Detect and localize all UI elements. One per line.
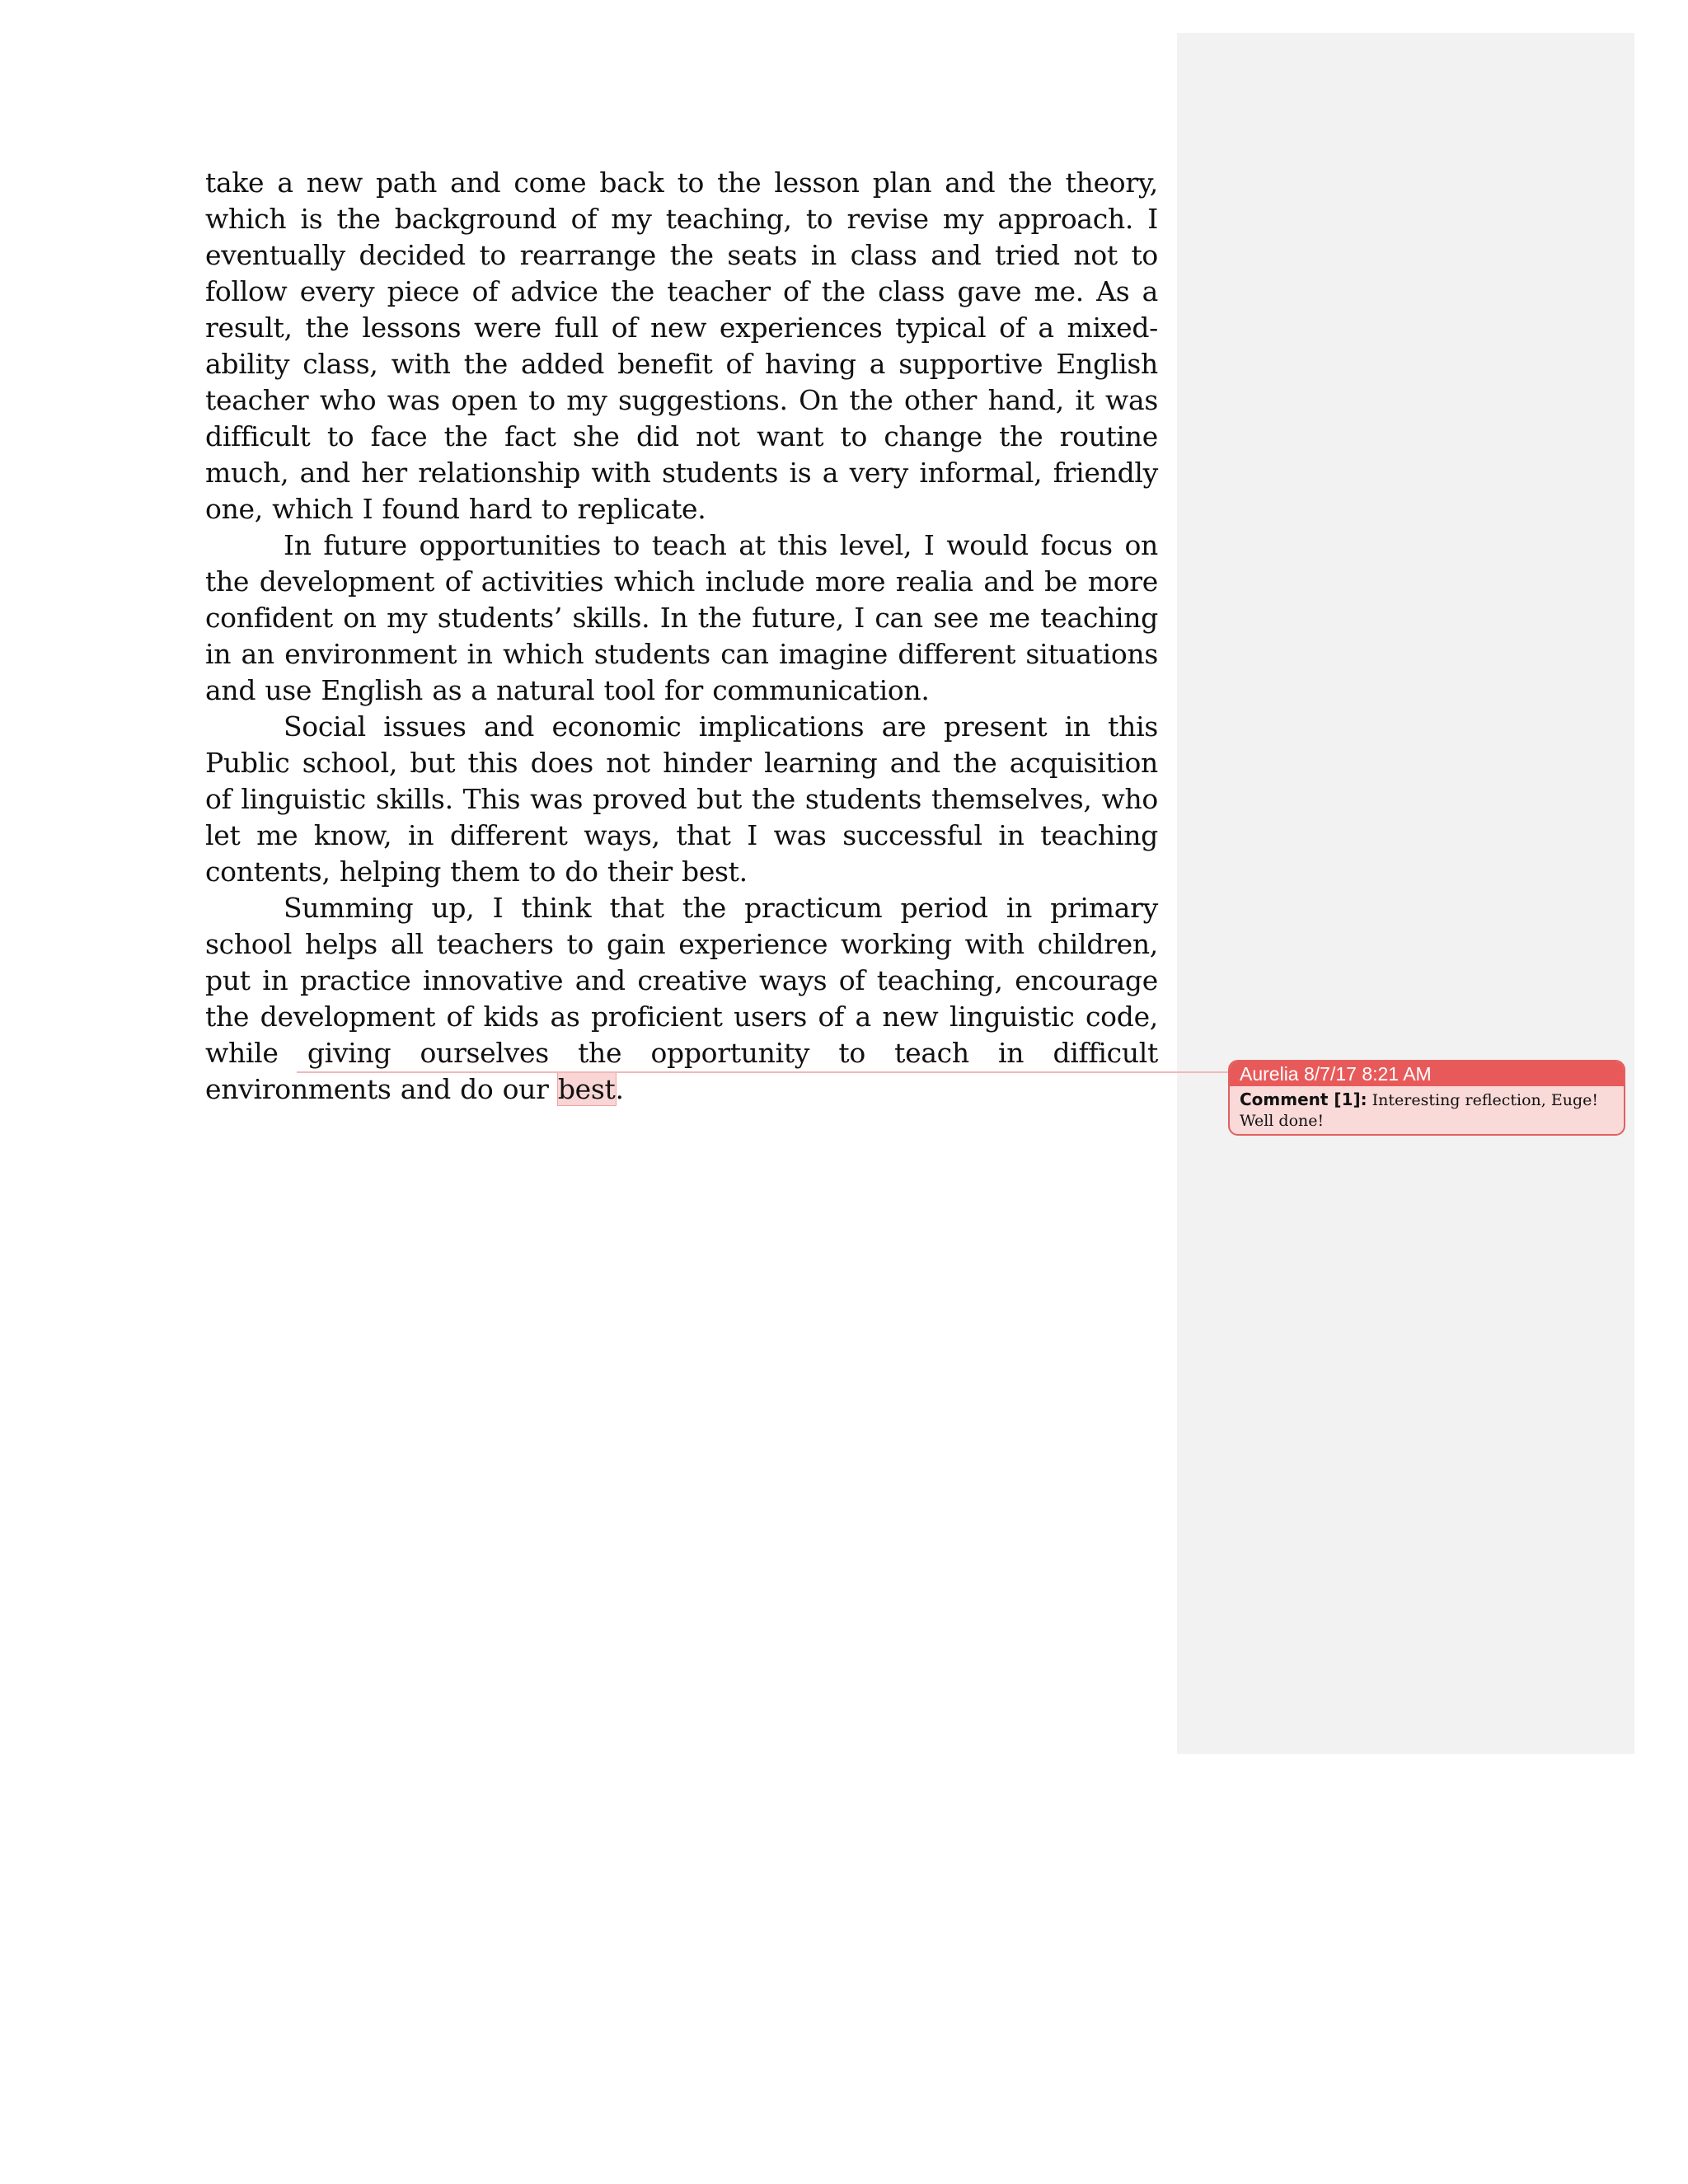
commented-text-highlight[interactable]: best (557, 1073, 616, 1105)
paragraph-4-text: Summing up, I think that the practicum period in primary school helps all teachers to gain experience working with children, put in practice innovative and creative ways of teaching, encourage the development of kids as proficient users of a new linguistic code, while giving ourselves the opportunity to teach in difficult environments and do our (205, 892, 1158, 1105)
comment-pane (1177, 33, 1634, 1754)
paragraph-4-end: . (615, 1073, 624, 1105)
paragraph-3: Social issues and economic implications are present in this Public school, but this does not hinder learning and the acquisition of linguistic skills. This was proved but the students themselves, who let me know, in different ways, that I was successful in teaching contents, helping them to do their best. (205, 710, 1158, 888)
paragraph-2: In future opportunities to teach at this level, I would focus on the development of activities which include more realia and be more confident on my students’ skills. In the future, I can see me teaching in an environment in which students can imagine different situations and use English as a natural tool for communication. (205, 529, 1158, 706)
comment-label: Comment [1]: (1240, 1090, 1367, 1109)
paragraph-1: take a new path and come back to the lesson plan and the theory, which is the background of my teaching, to revise my approach. I eventually decided to rearrange the seats in class and tried not to follow every piece of advice the teacher of the class gave me. As a result, the lessons were full of new experiences typical of a mixed-ability class, with the added benefit of having a supportive English teacher who was open to my suggestions. On the other hand, it was difficult to face the fact she did not want to change the routine much, and her relationship with students is a very informal, friendly one, which I found hard to replicate. (205, 166, 1158, 525)
comment-header: Aurelia 8/7/17 8:21 AM (1230, 1062, 1624, 1086)
comment-anchor-line (297, 1071, 1228, 1073)
comment-body (1230, 1086, 1624, 1132)
comment-text: Interesting reflection, Euge! Well done! (1240, 1091, 1599, 1130)
paragraph-4 (205, 890, 1158, 1108)
comment-balloon[interactable] (1228, 1060, 1625, 1136)
document-body (205, 165, 1158, 1108)
